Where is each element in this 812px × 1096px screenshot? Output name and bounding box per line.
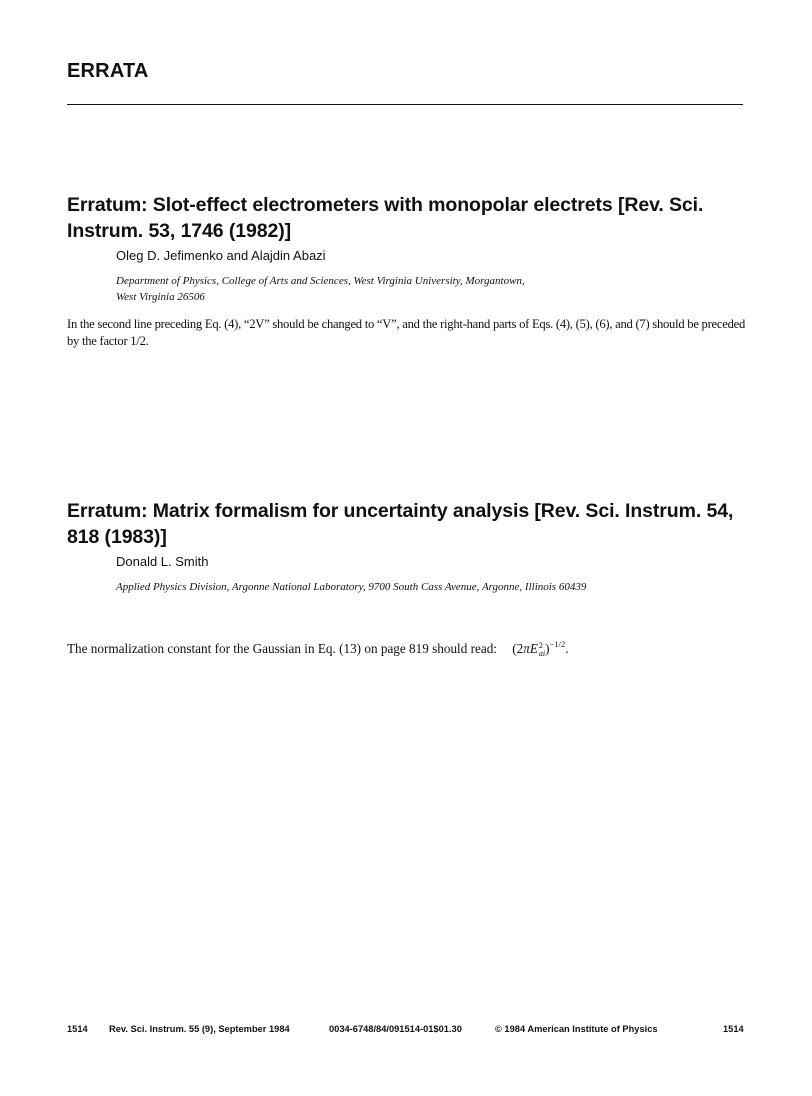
- erratum-authors: Donald L. Smith: [116, 554, 209, 569]
- footer-copyright: © 1984 American Institute of Physics: [495, 1024, 658, 1034]
- erratum-title: Erratum: Matrix formalism for uncertainty analysis [Rev. Sci. Instrum. 54, 818 (1983)]: [67, 500, 734, 548]
- erratum-affiliation: [116, 273, 716, 305]
- erratum-body: [67, 636, 745, 658]
- erratum-authors: Oleg D. Jefimenko and Alajdin Abazi: [116, 248, 326, 263]
- erratum-title: Erratum: Slot-effect electrometers with monopolar electrets [Rev. Sci. Instrum. 53, 1746 (1982)]: [67, 194, 704, 242]
- erratum-body-text: The normalization constant for the Gaussian in Eq. (13) on page 819 should read:: [67, 641, 497, 656]
- header-rule: [67, 104, 743, 105]
- affiliation-line-1: Department of Physics, College of Arts and Sciences, West Virginia University, Morgantown,: [116, 275, 525, 287]
- footer-article-code: 0034-6748/84/091514-01$01.30: [329, 1024, 462, 1034]
- normalization-formula: (2πE 2 ai )$^{-1/2}$.: [512, 639, 569, 658]
- erratum-affiliation: Applied Physics Division, Argonne National Laboratory, 9700 South Cass Avenue, Argonne, Illinois 60439: [116, 581, 587, 593]
- affiliation-line-2: West Virginia 26506: [116, 291, 205, 303]
- footer-page-number-left: 1514: [67, 1024, 88, 1034]
- erratum-body: In the second line preceding Eq. (4), “2V” should be changed to “V”, and the right-hand parts of Eqs. (4), (5), (6), and (7) should be preceded by the factor 1/2.: [67, 317, 746, 348]
- footer-page-number-right: 1514: [723, 1024, 744, 1034]
- footer-journal-citation: Rev. Sci. Instrum. 55 (9), September 1984: [109, 1024, 290, 1034]
- section-title: ERRATA: [67, 60, 149, 82]
